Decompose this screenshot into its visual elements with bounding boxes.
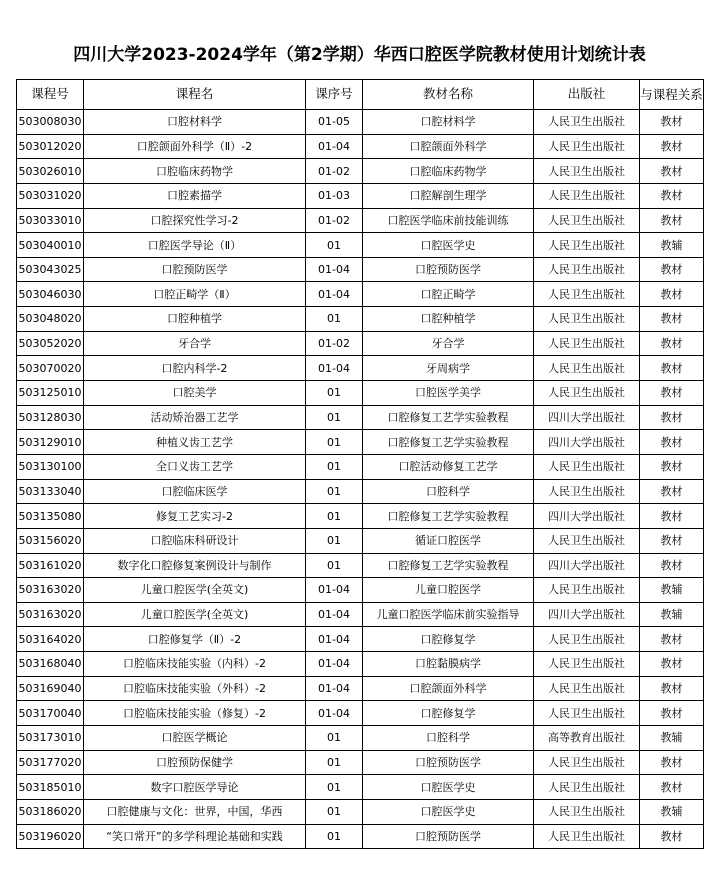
course-code-cell: 503164020 (17, 627, 84, 652)
course-code-cell: 503163020 (17, 602, 84, 627)
relation-cell: 教材 (640, 257, 704, 282)
course-name-cell: “笑口常开”的多学科理论基础和实践 (84, 824, 306, 849)
table-row (17, 824, 704, 849)
publisher-cell: 人民卫生出版社 (534, 627, 640, 652)
course-code-cell: 503170040 (17, 701, 84, 726)
section-number-cell: 01 (306, 307, 363, 332)
section-number-cell: 01 (306, 726, 363, 751)
relation-cell: 教材 (640, 701, 704, 726)
section-number-cell: 01-04 (306, 701, 363, 726)
table-row (17, 578, 704, 603)
section-number-cell: 01 (306, 381, 363, 406)
table-row (17, 381, 704, 406)
course-name-cell: 口腔临床技能实验（内科）-2 (84, 652, 306, 677)
course-code-cell: 503040010 (17, 233, 84, 258)
textbook-name-cell: 口腔医学美学 (363, 381, 534, 406)
table-row (17, 257, 704, 282)
publisher-cell: 四川大学出版社 (534, 602, 640, 627)
publisher-cell: 人民卫生出版社 (534, 578, 640, 603)
relation-cell: 教材 (640, 307, 704, 332)
course-name-cell: 口腔素描学 (84, 183, 306, 208)
section-number-cell: 01-02 (306, 208, 363, 233)
publisher-cell: 人民卫生出版社 (534, 110, 640, 135)
table-row (17, 331, 704, 356)
textbook-name-cell: 口腔修复工艺学实验教程 (363, 553, 534, 578)
course-code-cell: 503163020 (17, 578, 84, 603)
section-number-cell: 01 (306, 479, 363, 504)
section-number-cell: 01-04 (306, 627, 363, 652)
publisher-cell: 人民卫生出版社 (534, 307, 640, 332)
relation-cell: 教材 (640, 775, 704, 800)
table-row (17, 553, 704, 578)
table-row (17, 110, 704, 135)
publisher-cell: 人民卫生出版社 (534, 282, 640, 307)
course-code-cell: 503031020 (17, 183, 84, 208)
textbook-name-cell: 口腔修复学 (363, 701, 534, 726)
section-number-cell: 01-03 (306, 183, 363, 208)
course-code-cell: 503133040 (17, 479, 84, 504)
textbook-name-cell: 口腔颌面外科学 (363, 134, 534, 159)
table-row (17, 528, 704, 553)
publisher-cell: 人民卫生出版社 (534, 183, 640, 208)
relation-cell: 教材 (640, 110, 704, 135)
textbook-name-cell: 口腔解剖生理学 (363, 183, 534, 208)
textbook-name-cell: 儿童口腔医学 (363, 578, 534, 603)
header-textbook-name: 教材名称 (363, 80, 534, 110)
relation-cell: 教材 (640, 676, 704, 701)
course-name-cell: 口腔医学概论 (84, 726, 306, 751)
textbook-name-cell: 口腔修复工艺学实验教程 (363, 504, 534, 529)
textbook-name-cell: 牙合学 (363, 331, 534, 356)
table-header-row (17, 80, 704, 110)
table-row (17, 233, 704, 258)
table-row (17, 208, 704, 233)
header-course-name: 课程名 (84, 80, 306, 110)
textbook-name-cell: 口腔修复学 (363, 627, 534, 652)
textbook-name-cell: 口腔颌面外科学 (363, 676, 534, 701)
section-number-cell: 01 (306, 454, 363, 479)
relation-cell: 教材 (640, 430, 704, 455)
course-code-cell: 503070020 (17, 356, 84, 381)
course-name-cell: 口腔临床医学 (84, 479, 306, 504)
section-number-cell: 01 (306, 528, 363, 553)
table-row (17, 454, 704, 479)
course-name-cell: 口腔预防保健学 (84, 750, 306, 775)
relation-cell: 教辅 (640, 233, 704, 258)
section-number-cell: 01 (306, 405, 363, 430)
publisher-cell: 人民卫生出版社 (534, 750, 640, 775)
course-name-cell: 口腔临床药物学 (84, 159, 306, 184)
section-number-cell: 01 (306, 824, 363, 849)
relation-cell: 教材 (640, 208, 704, 233)
publisher-cell: 人民卫生出版社 (534, 331, 640, 356)
relation-cell: 教材 (640, 750, 704, 775)
publisher-cell: 人民卫生出版社 (534, 159, 640, 184)
course-code-cell: 503161020 (17, 553, 84, 578)
publisher-cell: 人民卫生出版社 (534, 824, 640, 849)
textbook-name-cell: 口腔材料学 (363, 110, 534, 135)
relation-cell: 教材 (640, 627, 704, 652)
section-number-cell: 01-04 (306, 578, 363, 603)
course-code-cell: 503043025 (17, 257, 84, 282)
table-row (17, 504, 704, 529)
textbook-name-cell: 口腔预防医学 (363, 824, 534, 849)
header-publisher: 出版社 (534, 80, 640, 110)
relation-cell: 教材 (640, 652, 704, 677)
textbook-name-cell: 口腔正畸学 (363, 282, 534, 307)
publisher-cell: 人民卫生出版社 (534, 134, 640, 159)
textbook-plan-table (16, 79, 704, 849)
table-row (17, 430, 704, 455)
section-number-cell: 01-04 (306, 257, 363, 282)
textbook-name-cell: 口腔活动修复工艺学 (363, 454, 534, 479)
course-name-cell: 牙合学 (84, 331, 306, 356)
course-code-cell: 503168040 (17, 652, 84, 677)
publisher-cell: 四川大学出版社 (534, 405, 640, 430)
relation-cell: 教材 (640, 405, 704, 430)
section-number-cell: 01-04 (306, 134, 363, 159)
section-number-cell: 01-04 (306, 652, 363, 677)
course-code-cell: 503196020 (17, 824, 84, 849)
publisher-cell: 人民卫生出版社 (534, 233, 640, 258)
course-name-cell: 修复工艺实习-2 (84, 504, 306, 529)
course-code-cell: 503012020 (17, 134, 84, 159)
textbook-name-cell: 口腔修复工艺学实验教程 (363, 405, 534, 430)
publisher-cell: 人民卫生出版社 (534, 676, 640, 701)
table-row (17, 282, 704, 307)
relation-cell: 教材 (640, 528, 704, 553)
course-code-cell: 503130100 (17, 454, 84, 479)
table-row (17, 652, 704, 677)
course-code-cell: 503033010 (17, 208, 84, 233)
table-row (17, 701, 704, 726)
section-number-cell: 01 (306, 775, 363, 800)
table-row (17, 602, 704, 627)
header-course-code: 课程号 (17, 80, 84, 110)
course-code-cell: 503177020 (17, 750, 84, 775)
table-row (17, 479, 704, 504)
textbook-name-cell: 口腔医学史 (363, 233, 534, 258)
textbook-name-cell: 口腔医学临床前技能训练 (363, 208, 534, 233)
relation-cell: 教辅 (640, 578, 704, 603)
table-row (17, 676, 704, 701)
textbook-name-cell: 口腔种植学 (363, 307, 534, 332)
course-name-cell: 口腔正畸学（Ⅱ） (84, 282, 306, 307)
publisher-cell: 人民卫生出版社 (534, 257, 640, 282)
publisher-cell: 四川大学出版社 (534, 504, 640, 529)
page-title: 四川大学2023-2024学年（第2学期）华西口腔医学院教材使用计划统计表 (73, 45, 646, 65)
table-row (17, 356, 704, 381)
publisher-cell: 人民卫生出版社 (534, 701, 640, 726)
relation-cell: 教材 (640, 159, 704, 184)
relation-cell: 教材 (640, 381, 704, 406)
header-section-number: 课序号 (306, 80, 363, 110)
table-row (17, 750, 704, 775)
textbook-name-cell: 口腔科学 (363, 726, 534, 751)
table-row (17, 627, 704, 652)
course-name-cell: 种植义齿工艺学 (84, 430, 306, 455)
relation-cell: 教材 (640, 479, 704, 504)
textbook-name-cell: 口腔预防医学 (363, 750, 534, 775)
publisher-cell: 高等教育出版社 (534, 726, 640, 751)
relation-cell: 教材 (640, 553, 704, 578)
course-code-cell: 503135080 (17, 504, 84, 529)
table-row (17, 307, 704, 332)
publisher-cell: 人民卫生出版社 (534, 528, 640, 553)
section-number-cell: 01 (306, 233, 363, 258)
course-code-cell: 503128030 (17, 405, 84, 430)
course-code-cell: 503129010 (17, 430, 84, 455)
textbook-name-cell: 口腔医学史 (363, 775, 534, 800)
section-number-cell: 01 (306, 799, 363, 824)
section-number-cell: 01-05 (306, 110, 363, 135)
relation-cell: 教辅 (640, 726, 704, 751)
course-name-cell: 口腔临床技能实验（外科）-2 (84, 676, 306, 701)
course-code-cell: 503185010 (17, 775, 84, 800)
course-name-cell: 口腔美学 (84, 381, 306, 406)
relation-cell: 教辅 (640, 602, 704, 627)
relation-cell: 教材 (640, 504, 704, 529)
publisher-cell: 人民卫生出版社 (534, 208, 640, 233)
course-name-cell: 口腔医学导论（Ⅱ） (84, 233, 306, 258)
textbook-name-cell: 口腔科学 (363, 479, 534, 504)
publisher-cell: 人民卫生出版社 (534, 799, 640, 824)
publisher-cell: 人民卫生出版社 (534, 652, 640, 677)
table-row (17, 183, 704, 208)
publisher-cell: 人民卫生出版社 (534, 356, 640, 381)
course-name-cell: 数字化口腔修复案例设计与制作 (84, 553, 306, 578)
relation-cell: 教材 (640, 331, 704, 356)
course-name-cell: 口腔修复学（Ⅱ）-2 (84, 627, 306, 652)
course-name-cell: 儿童口腔医学(全英文) (84, 602, 306, 627)
relation-cell: 教材 (640, 824, 704, 849)
course-name-cell: 口腔健康与文化：世界，中国，华西 (84, 799, 306, 824)
table-row (17, 134, 704, 159)
table-row (17, 726, 704, 751)
course-code-cell: 503186020 (17, 799, 84, 824)
course-code-cell: 503008030 (17, 110, 84, 135)
section-number-cell: 01-02 (306, 159, 363, 184)
table-row (17, 405, 704, 430)
relation-cell: 教材 (640, 183, 704, 208)
course-name-cell: 口腔颌面外科学（Ⅱ）-2 (84, 134, 306, 159)
course-code-cell: 503026010 (17, 159, 84, 184)
publisher-cell: 人民卫生出版社 (534, 479, 640, 504)
section-number-cell: 01 (306, 430, 363, 455)
section-number-cell: 01 (306, 553, 363, 578)
textbook-name-cell: 循证口腔医学 (363, 528, 534, 553)
relation-cell: 教材 (640, 282, 704, 307)
course-name-cell: 口腔材料学 (84, 110, 306, 135)
course-name-cell: 活动矫治器工艺学 (84, 405, 306, 430)
relation-cell: 教辅 (640, 799, 704, 824)
course-name-cell: 口腔探究性学习-2 (84, 208, 306, 233)
table-row (17, 159, 704, 184)
textbook-name-cell: 儿童口腔医学临床前实验指导 (363, 602, 534, 627)
section-number-cell: 01-04 (306, 602, 363, 627)
relation-cell: 教材 (640, 134, 704, 159)
publisher-cell: 人民卫生出版社 (534, 775, 640, 800)
course-code-cell: 503052020 (17, 331, 84, 356)
course-name-cell: 数字口腔医学导论 (84, 775, 306, 800)
course-name-cell: 口腔临床科研设计 (84, 528, 306, 553)
table-row (17, 799, 704, 824)
course-name-cell: 口腔内科学-2 (84, 356, 306, 381)
course-code-cell: 503173010 (17, 726, 84, 751)
textbook-name-cell: 口腔修复工艺学实验教程 (363, 430, 534, 455)
course-name-cell: 儿童口腔医学(全英文) (84, 578, 306, 603)
publisher-cell: 人民卫生出版社 (534, 454, 640, 479)
relation-cell: 教材 (640, 454, 704, 479)
section-number-cell: 01-04 (306, 356, 363, 381)
textbook-name-cell: 口腔黏膜病学 (363, 652, 534, 677)
relation-cell: 教材 (640, 356, 704, 381)
section-number-cell: 01-04 (306, 282, 363, 307)
course-code-cell: 503048020 (17, 307, 84, 332)
publisher-cell: 四川大学出版社 (534, 553, 640, 578)
publisher-cell: 人民卫生出版社 (534, 381, 640, 406)
textbook-name-cell: 牙周病学 (363, 356, 534, 381)
header-relation: 与课程关系 (640, 80, 704, 110)
textbook-name-cell: 口腔医学史 (363, 799, 534, 824)
section-number-cell: 01 (306, 750, 363, 775)
table-row (17, 775, 704, 800)
section-number-cell: 01-02 (306, 331, 363, 356)
course-code-cell: 503169040 (17, 676, 84, 701)
course-code-cell: 503156020 (17, 528, 84, 553)
section-number-cell: 01-04 (306, 676, 363, 701)
course-name-cell: 全口义齿工艺学 (84, 454, 306, 479)
section-number-cell: 01 (306, 504, 363, 529)
course-name-cell: 口腔种植学 (84, 307, 306, 332)
course-name-cell: 口腔临床技能实验（修复）-2 (84, 701, 306, 726)
course-code-cell: 503046030 (17, 282, 84, 307)
publisher-cell: 四川大学出版社 (534, 430, 640, 455)
course-code-cell: 503125010 (17, 381, 84, 406)
course-name-cell: 口腔预防医学 (84, 257, 306, 282)
textbook-name-cell: 口腔临床药物学 (363, 159, 534, 184)
textbook-name-cell: 口腔预防医学 (363, 257, 534, 282)
